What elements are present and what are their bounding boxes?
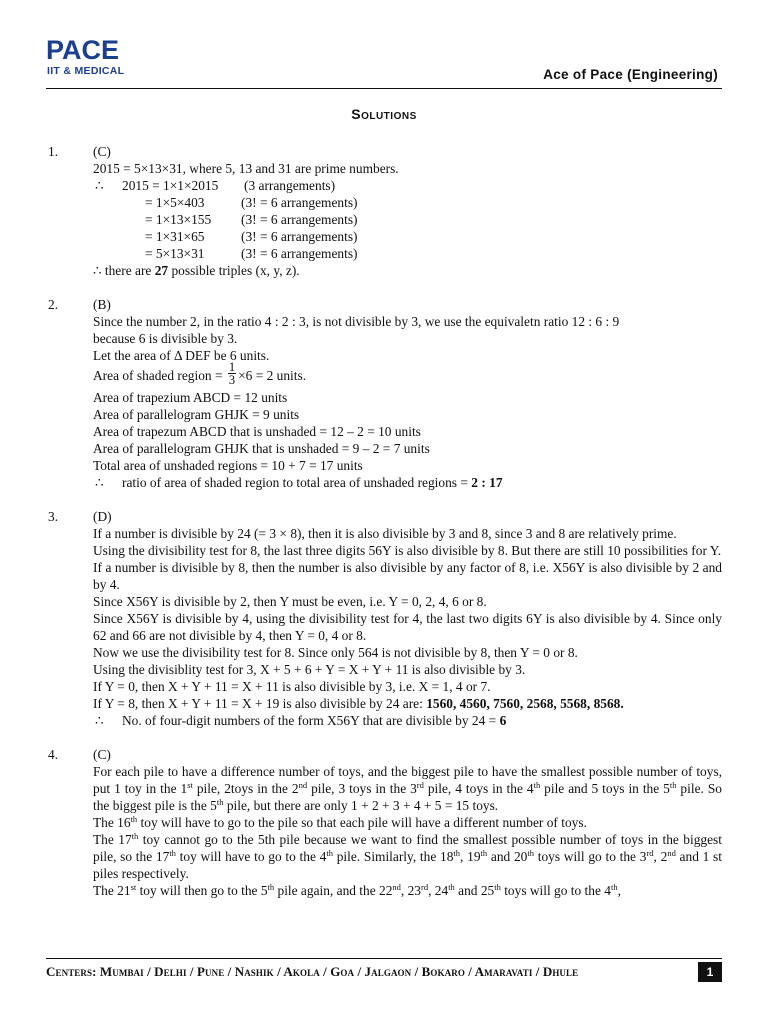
paragraph: Now we use the divisibility test for 8. Since only 564 is not divisible by 8, then Y = 0 or 8. [93,645,578,661]
text-segment: If Y = 8, then X + Y + 11 = X + 19 is also divisible by 24 are: [93,696,423,712]
factor-expression: = 1×13×155 [145,212,212,227]
header-title: Ace of Pace (Engineering) [543,67,718,82]
conclusion-text: there are [104,263,152,278]
paragraph: For each pile to have a difference number of toys, and the biggest pile to have the smallest possible number of toys, put 1 toy in the 1st pile, 2toys in the 2nd pile, 3 toys in the 3rd pile, 4 toys in the 4th pile and 5 toys in the 5th pile. So the biggest pile is the 5th pile, but there are only 1 + 2 + 3 + 4 + 5 = 15 toys. [93,764,722,814]
text-segment: Area of shaded region = [93,368,223,383]
solutions-body [46,143,722,916]
text-line: 2015 = 5×13×31, where 5, 13 and 31 are prime numbers. [93,161,399,176]
factor-row [93,194,722,211]
solution-3 [46,508,722,729]
text-line: Area of parallelogram GHJK that is unshaded = 9 – 2 = 7 units [93,441,430,457]
text-line: Area of trapezum ABCD that is unshaded = 12 – 2 = 10 units [93,424,421,440]
text-line: Since the number 2, in the ratio 4 : 2 : 3, is not divisible by 3, we use the equivaletn ratio 12 : 6 : 9 [93,314,620,329]
answer-option: (D) [93,509,112,525]
fraction [228,361,236,386]
question-number: 1. [48,144,59,159]
conclusion-text: possible triples (x, y, z). [171,263,300,278]
paragraph: Using the divisibility test for 8, the last three digits 56Y is also divisible by 8. But there are still 10 possibilities for Y. [93,543,722,559]
page-footer [0,958,768,998]
footer-divider [46,958,722,959]
arrangement-note: (3! = 6 arrangements) [241,195,358,210]
document-title: Solutions [351,106,417,122]
fraction-denominator: 3 [228,373,236,388]
shaded-area-line [93,360,722,388]
factor-expression: = 1×31×65 [145,229,205,244]
arrangement-note: (3 arrangements) [244,178,336,193]
factor-row [93,211,722,228]
text-line: Area of parallelogram GHJK = 9 units [93,407,300,423]
question-number: 2. [48,297,59,312]
answer-option: (C) [93,144,111,159]
solution-4 [46,746,722,899]
answer-option: (C) [93,747,111,763]
paragraph: Using the divisiblity test for 3, X + 5 + 6 + Y = X + Y + 11 is also divisible by 3. [93,662,526,678]
answer-value: 27 [154,263,169,278]
conclusion-line [93,262,722,279]
pace-logo [46,35,138,83]
solution-2 [46,296,722,491]
paragraph: The 21st toy will then go to the 5th pile again, and the 22nd, 23rd, 24th and 25th toys will go to the 4th, [93,882,621,899]
factor-row [93,245,722,262]
arrangement-note: (3! = 6 arrangements) [241,246,358,261]
text-segment: ×6 = 2 units. [238,368,307,383]
conclusion-text: ratio of area of shaded region to total area of unshaded regions = [122,475,468,491]
fraction-numerator: 1 [228,360,236,375]
text-line: Let the area of Δ DEF be 6 units. [93,348,270,363]
therefore-symbol: ∴ [95,178,104,193]
conclusion-line [93,712,722,729]
arrangement-note: (3! = 6 arrangements) [241,229,358,244]
question-number: 3. [48,509,59,525]
factor-expression: = 1×5×403 [145,195,205,210]
page-number: 1 [698,962,722,982]
therefore-symbol: ∴ [95,713,104,729]
factor-row [93,177,722,194]
answer-numbers: 1560, 4560, 7560, 2568, 5568, 8568. [426,696,624,712]
answer-value: 6 [499,713,507,729]
centers-list: Centers: Mumbai / Delhi / Pune / Nashik / Akola / Goa / Jalgaon / Bokaro / Amaravati / Dhule [46,964,579,979]
factor-row [93,228,722,245]
paragraph: Since X56Y is divisible by 2, then Y must be even, i.e. Y = 0, 2, 4, 6 or 8. [93,594,487,610]
logo-sub-text: IIT & MEDICAL [47,65,125,77]
factor-expression: 2015 = 1×1×2015 [122,178,219,193]
paragraph: If a number is divisible by 8, then the number is also divisible by any factor of 8, i.e. X56Y is also divisible by 2 and by 4. [93,560,722,593]
paragraph [93,695,722,712]
header-divider [46,88,722,89]
answer-value: 2 : 17 [471,475,503,491]
question-number: 4. [48,747,59,763]
answer-option: (B) [93,297,111,312]
conclusion-text: No. of four-digit numbers of the form X56Y that are divisible by 24 = [122,713,497,729]
paragraph: The 16th toy will have to go to the pile so that each pile will have a different number of toys. [93,814,587,831]
conclusion-line [93,474,722,491]
text-line: Area of trapezium ABCD = 12 units [93,390,288,406]
therefore-symbol: ∴ [95,475,104,491]
paragraph: The 17th toy cannot go to the 5th pile because we want to find the smallest possible number of toys in the biggest pile, so the 17th toy will have to go to the 4th pile. Similarly, the 18th, 19th and 20th toys will go to the 3rd, 2nd and 1 st piles respectively. [93,831,722,882]
paragraph: If Y = 0, then X + Y + 11 = X + 11 is also divisible by 3, i.e. X = 1, 4 or 7. [93,679,491,695]
logo-main-text: PACE [46,35,120,65]
paragraph: Since X56Y is divisible by 4, using the divisibility test for 4, the last two digits 6Y is also divisible by 4. Since only 62 and 66 are not divisible by 4, then Y = 0, 4 or 8. [93,611,722,644]
arrangement-note: (3! = 6 arrangements) [241,212,358,227]
solution-1 [46,143,722,279]
factor-expression: = 5×13×31 [145,246,205,261]
text-line: Total area of unshaded regions = 10 + 7 = 17 units [93,458,363,474]
text-line: because 6 is divisible by 3. [93,331,238,346]
page-header [0,0,768,96]
paragraph: If a number is divisible by 24 (= 3 × 8), then it is also divisible by 3 and 8, since 3 and 8 are relatively prime. [93,526,677,542]
therefore-symbol: ∴ [93,263,102,278]
